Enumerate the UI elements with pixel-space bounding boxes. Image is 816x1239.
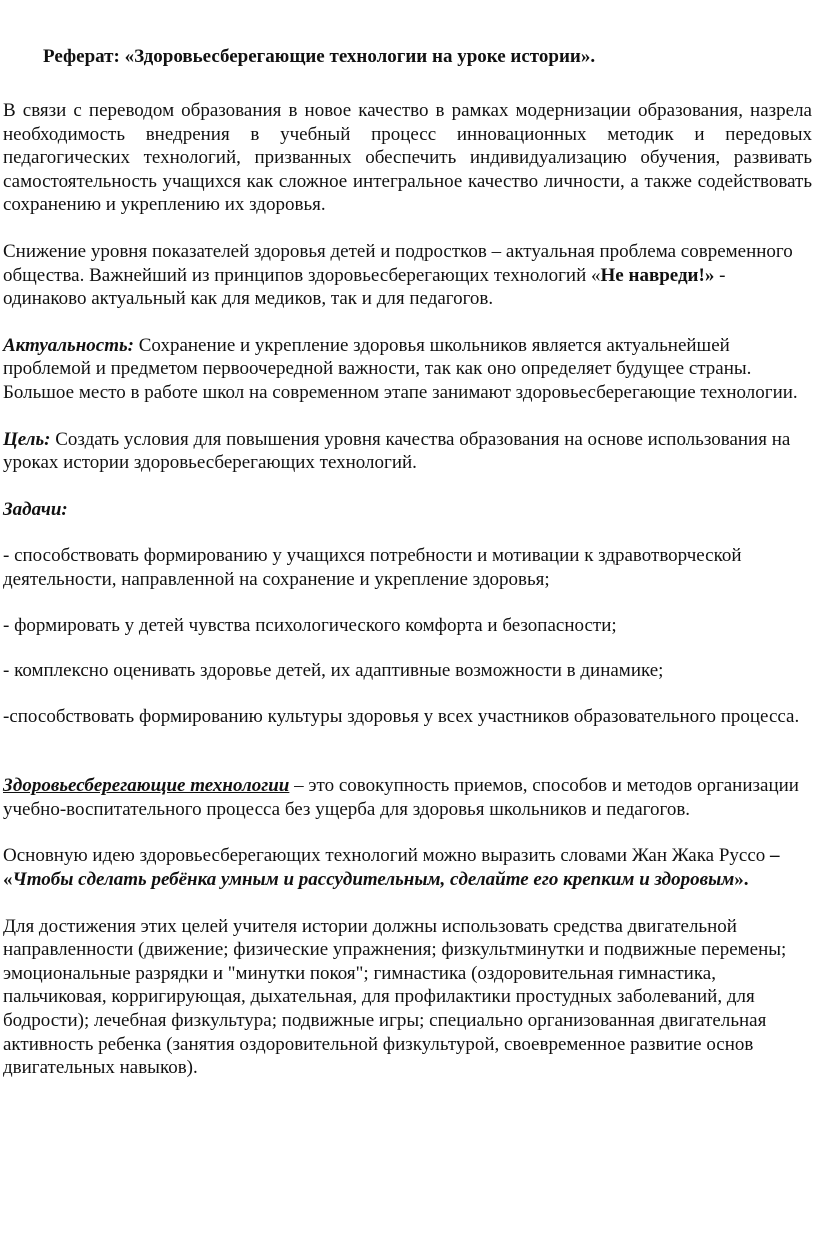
decline-text-before: Снижение уровня показателей здоровья детей и подростков – актуальная проблема современного общества. Важнейший из принципов здоровьесберегающих технологий « (3, 240, 793, 286)
decline-paragraph (3, 240, 812, 311)
relevance-label: Актуальность: (3, 334, 134, 356)
relevance-paragraph (3, 334, 812, 405)
task-item: -способствовать формированию культуры здоровья у всех участников образовательного процесса. (3, 705, 800, 727)
blank-line (3, 750, 812, 774)
definition-paragraph (3, 774, 812, 821)
means-paragraph: Для достижения этих целей учителя истории должны использовать средства двигательной направленности (движение; физические упражнения; физкультминутки и подвижные перемены; эмоциональные разрядки и "минутки покоя"; гимнастика (оздоровительная гимнастика, пальчиковая, корригирующая, дыхательная, для профилактики простудных заболеваний, для бодрости); лечебная физкультура; подвижные игры; специально организованная двигательная активность ребенка (занятия оздоровительной физкультурой, своевременное развитие основ двигательных навыков). (3, 915, 787, 1079)
idea-text-before: Основную идею здоровьесберегающих технологий можно выразить словами Жан Жака Руссо (3, 845, 771, 867)
relevance-text: Сохранение и укрепление здоровья школьников является актуальнейшей проблемой и предметом первоочередной важности, так как оно определяет будущее страны. Большое место в работе школ на современном этапе занимают здоровьесберегающие технологии. (3, 334, 798, 403)
decline-bold: Не навреди!» (600, 264, 715, 286)
intro-paragraph: В связи с переводом образования в новое качество в рамках модернизации образования, назрела необходимость внедрения в учебный процесс инновационных методик и передовых педагогических технологий, призванных обеспечить индивидуализацию обучения, развивать самостоятельность учащихся как сложное интегральное качество личности, а также содействовать сохранению и укреплению их здоровья. (3, 100, 812, 216)
goal-text: Создать условия для повышения уровня качества образования на основе использования на уроках истории здоровьесберегающих технологий. (3, 428, 791, 474)
definition-term: Здоровьесберегающие технологии (3, 775, 290, 797)
decline-text-after: - одинаково актуальный как для медиков, так и для педагогов. (3, 264, 726, 310)
document-title: Реферат: «Здоровьесберегающие технологии на уроке истории». (43, 46, 596, 67)
task-item: - формировать у детей чувства психологического комфорта и безопасности; (3, 614, 617, 636)
tasks-heading: Задачи: (3, 498, 68, 520)
definition-text: – это совокупность приемов, способов и методов организации учебно-воспитательного процесса без ущерба для здоровья школьников и педагогов. (3, 775, 799, 820)
goal-paragraph (3, 428, 812, 475)
task-item: - комплексно оценивать здоровье детей, их адаптивные возможности в динамике; (3, 660, 664, 682)
goal-label: Цель: (3, 428, 51, 450)
idea-paragraph (3, 844, 812, 891)
task-item: - способствовать формированию у учащихся потребности и мотивации к здравотворческой деятельности, направленной на сохранение и укрепление здоровья; (3, 545, 742, 590)
idea-end: ». (734, 869, 749, 891)
idea-dash: – « (3, 845, 780, 891)
rousseau-quote: Чтобы сделать ребёнка умным и рассудительным, сделайте его крепким и здоровым (12, 869, 735, 891)
